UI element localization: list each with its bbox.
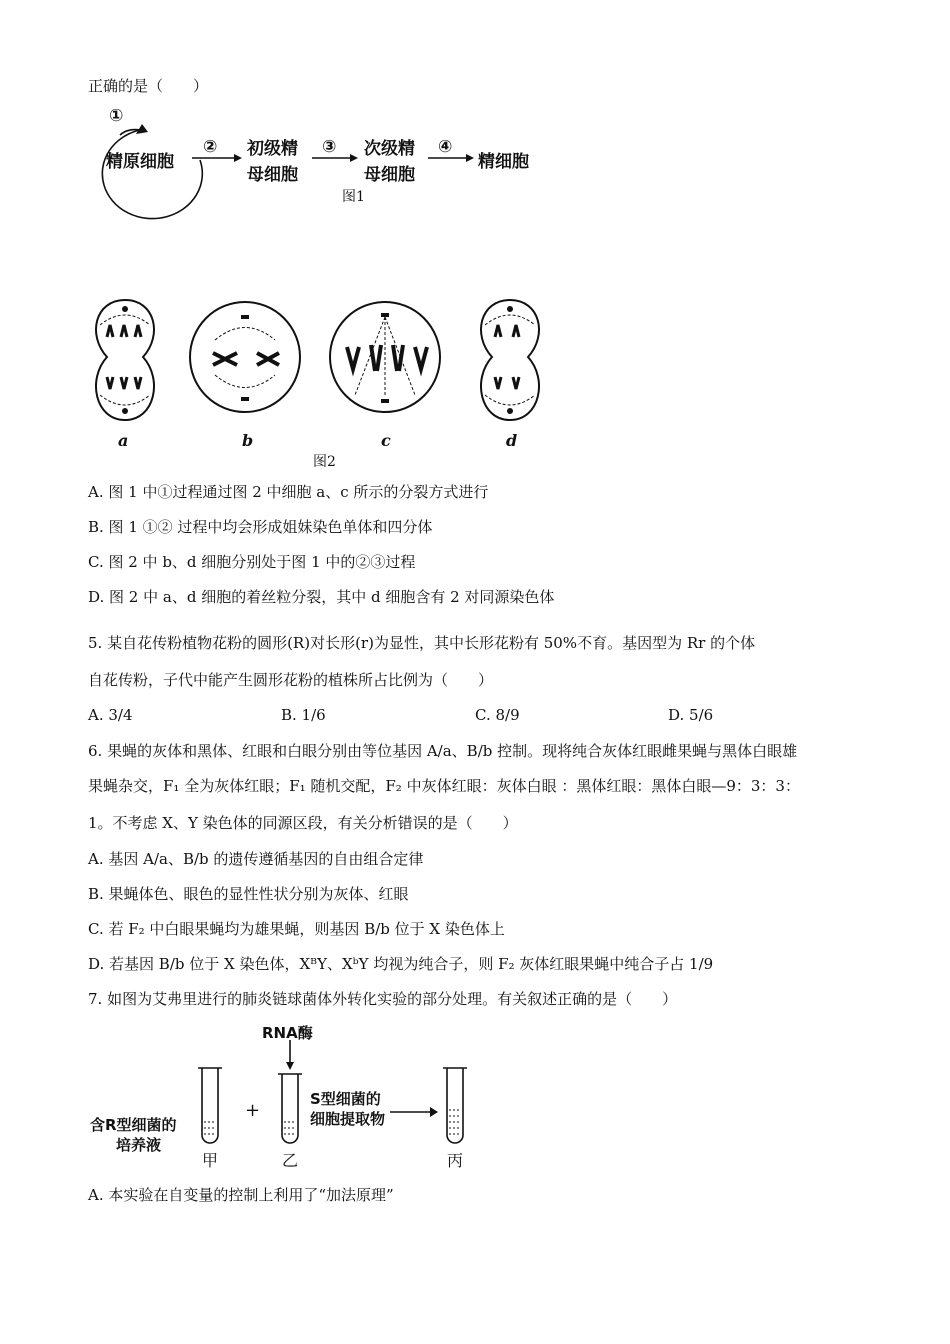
- cell-d-label: d: [506, 431, 518, 450]
- cell-a-label: a: [118, 431, 129, 450]
- q4-option-b: B. 图 1 ①② 过程中均会形成姐妹染色单体和四分体: [88, 518, 433, 536]
- q5-option-a: A. 3/4: [88, 706, 133, 724]
- cell-a: [96, 300, 154, 420]
- plus-sign: +: [245, 1100, 261, 1121]
- node-secondary-line2: 母细胞: [364, 165, 415, 185]
- figure-3-tubes: [180, 1040, 600, 1180]
- cell-b: [190, 302, 300, 412]
- q7-option-a: A. 本实验在自变量的控制上利用了“加法原理”: [88, 1186, 394, 1204]
- cell-b-label: b: [242, 431, 254, 450]
- q6-option-d: D. 若基因 B/b 位于 X 染色体，XᴮY、XᵇY 均视为纯合子，则 F₂ 灰体红眼果蝇中纯合子占 1/9: [88, 955, 714, 973]
- s-extract-label-line1: S型细菌的: [310, 1090, 381, 1108]
- q5-option-d: D. 5/6: [668, 706, 714, 724]
- q5-option-c: C. 8/9: [475, 706, 520, 724]
- enzyme-label: RNA酶: [262, 1024, 313, 1042]
- q6-stem-line2: 果蝇杂交，F₁ 全为灰体红眼；F₁ 随机交配，F₂ 中灰体红眼：灰体白眼 ：黑体红眼：黑体白眼—9：3：3：: [88, 777, 800, 795]
- q7-stem: 7. 如图为艾弗里进行的肺炎链球菌体外转化实验的部分处理。有关叙述正确的是（ ）: [88, 990, 678, 1008]
- step-2-label: ②: [203, 137, 218, 157]
- q5-stem-line1: 5. 某自花传粉植物花粉的圆形(R)对长形(r)为显性，其中长形花粉有 50%不育。基因型为 Rr 的个体: [88, 634, 756, 652]
- q6-stem-line1: 6. 果蝇的灰体和黑体、红眼和白眼分别由等位基因 A/a、B/b 控制。现将纯合灰体红眼雌果蝇与黑体白眼雄: [88, 742, 798, 760]
- step-3-label: ③: [322, 137, 337, 157]
- q5-option-b: B. 1/6: [281, 706, 326, 724]
- cycle-arrow: [102, 130, 202, 219]
- s-extract-label-line2: 细胞提取物: [310, 1110, 386, 1128]
- q6-stem-line3: 1。不考虑 X、Y 染色体的同源区段，有关分析错误的是（ ）: [88, 814, 518, 832]
- node-spermatid: 精细胞: [478, 152, 529, 172]
- q4-option-a: A. 图 1 中①过程通过图 2 中细胞 a、c 所示的分裂方式进行: [88, 483, 489, 501]
- node-primary-line1: 初级精: [247, 139, 298, 159]
- q6-option-c: C. 若 F₂ 中白眼果蝇均为雄果蝇，则基因 B/b 位于 X 染色体上: [88, 920, 505, 938]
- node-primary-line2: 母细胞: [247, 165, 298, 185]
- q4-option-d: D. 图 2 中 a、d 细胞的着丝粒分裂，其中 d 细胞含有 2 对同源染色体: [88, 588, 555, 606]
- cell-c-label: c: [381, 431, 391, 450]
- q4-option-c: C. 图 2 中 b、d 细胞分别处于图 1 中的②③过程: [88, 553, 416, 571]
- tube-yi: [278, 1074, 302, 1143]
- q4-stem-tail: 正确的是（ ）: [88, 77, 209, 95]
- tube-bing-label: 丙: [447, 1151, 464, 1170]
- r-culture-label-line2: 培养液: [116, 1136, 162, 1154]
- q6-option-b: B. 果蝇体色、眼色的显性性状分别为灰体、红眼: [88, 885, 409, 903]
- node-spermatogonium: 精原细胞: [106, 152, 174, 172]
- step-4-label: ④: [438, 137, 453, 157]
- tube-jia-label: 甲: [202, 1151, 219, 1170]
- step-1-label: ①: [109, 106, 124, 126]
- figure-2-caption: 图2: [313, 454, 336, 470]
- tube-jia: [198, 1068, 222, 1143]
- figure-2-cells: [85, 295, 585, 435]
- cell-c: [330, 302, 440, 412]
- node-secondary-line1: 次级精: [364, 139, 415, 159]
- q6-option-a: A. 基因 A/a、B/b 的遗传遵循基因的自由组合定律: [88, 850, 424, 868]
- tube-bing: [443, 1068, 467, 1143]
- cell-d: [481, 300, 539, 420]
- q5-stem-line2: 自花传粉，子代中能产生圆形花粉的植株所占比例为（ ）: [88, 671, 494, 689]
- figure-1-caption: 图1: [342, 189, 365, 205]
- r-culture-label-line1: 含R型细菌的: [90, 1116, 177, 1134]
- tube-yi-label: 乙: [282, 1151, 299, 1170]
